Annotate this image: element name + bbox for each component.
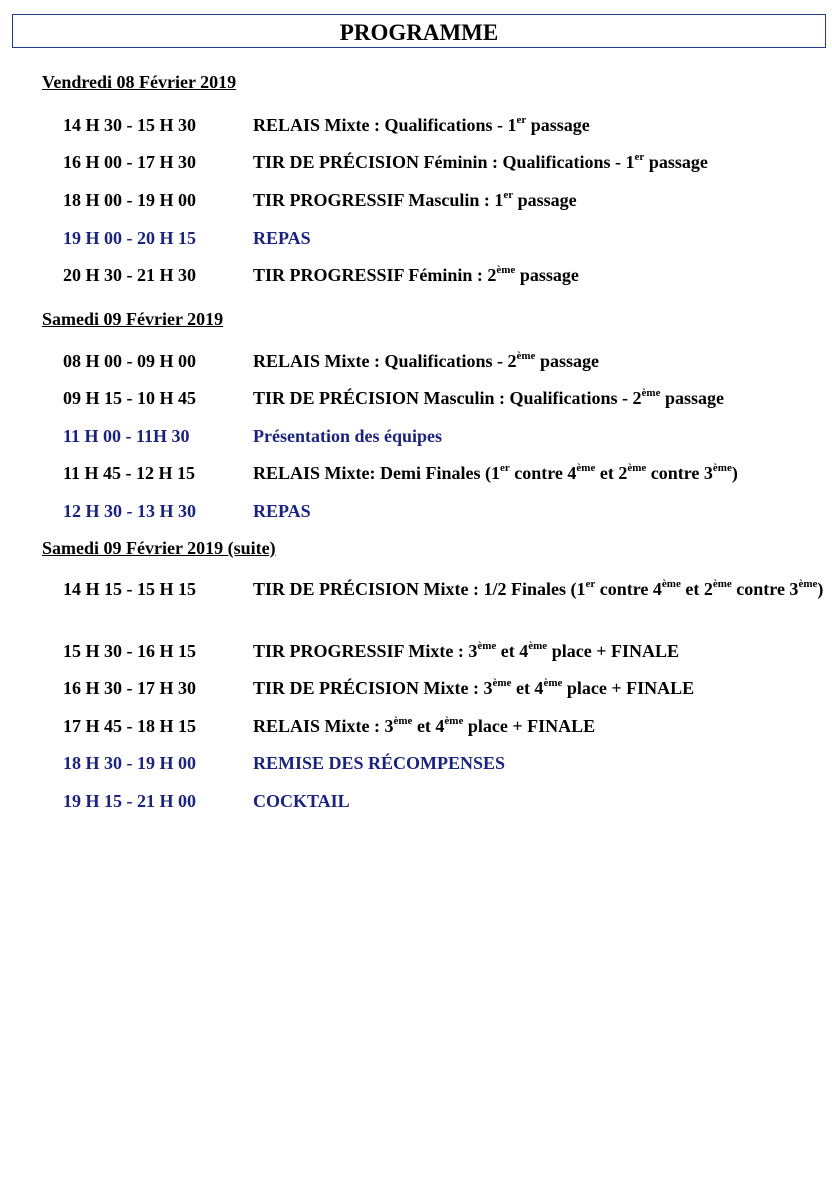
row-time: 12 H 30 - 13 H 30 (63, 501, 196, 521)
row-event: RELAIS Mixte : Qualifications - 2ème passage (253, 350, 599, 371)
row-time: 14 H 15 - 15 H 15 (63, 579, 196, 599)
row-time: 16 H 00 - 17 H 30 (63, 152, 196, 172)
row-event: TIR PROGRESSIF Masculin : 1er passage (253, 189, 577, 210)
row-time: 19 H 15 - 21 H 00 (63, 791, 196, 811)
row-event: REPAS (253, 501, 311, 521)
row-event: RELAIS Mixte: Demi Finales (1er contre 4ème et 2ème contre 3ème) (253, 462, 738, 483)
row-time: 17 H 45 - 18 H 15 (63, 716, 196, 736)
row-time: 16 H 30 - 17 H 30 (63, 678, 196, 698)
row-event: RELAIS Mixte : Qualifications - 1er passage (253, 114, 590, 135)
row-time: 11 H 00 - 11H 30 (63, 426, 190, 446)
row-time: 09 H 15 - 10 H 45 (63, 388, 196, 408)
day-heading-saturday-continued: Samedi 09 Février 2019 (suite) (42, 538, 276, 558)
day-heading-saturday: Samedi 09 Février 2019 (42, 309, 224, 329)
row-time: 08 H 00 - 09 H 00 (63, 351, 196, 371)
row-event: RELAIS Mixte : 3ème et 4ème place + FINALE (253, 715, 596, 736)
programme-title: PROGRAMME (12, 14, 826, 48)
row-time: 18 H 00 - 19 H 00 (63, 190, 196, 210)
row-time: 20 H 30 - 21 H 30 (63, 265, 196, 285)
row-event: TIR PROGRESSIF Féminin : 2ème passage (253, 264, 579, 285)
row-time: 14 H 30 - 15 H 30 (63, 115, 196, 135)
row-event: Présentation des équipes (253, 426, 442, 446)
day-heading-friday: Vendredi 08 Février 2019 (42, 72, 237, 92)
row-time: 19 H 00 - 20 H 15 (63, 228, 196, 248)
row-event: TIR PROGRESSIF Mixte : 3ème et 4ème place + FINALE (253, 640, 679, 661)
row-event: TIR DE PRÉCISION Mixte : 3ème et 4ème place + FINALE (253, 677, 695, 698)
row-time: 11 H 45 - 12 H 15 (63, 463, 196, 483)
row-time: 18 H 30 - 19 H 00 (63, 753, 196, 773)
row-event: TIR DE PRÉCISION Mixte : 1/2 Finales (1er contre 4ème et 2ème contre 3ème) (253, 578, 824, 599)
row-event: REPAS (253, 228, 311, 248)
row-event: TIR DE PRÉCISION Féminin : Qualifications - 1er passage (253, 151, 708, 172)
row-event: REMISE DES RÉCOMPENSES (253, 753, 506, 773)
row-time: 15 H 30 - 16 H 15 (63, 641, 196, 661)
row-event: TIR DE PRÉCISION Masculin : Qualifications - 2ème passage (253, 387, 724, 408)
row-event: COCKTAIL (253, 791, 350, 811)
schedule-row (63, 577, 823, 629)
